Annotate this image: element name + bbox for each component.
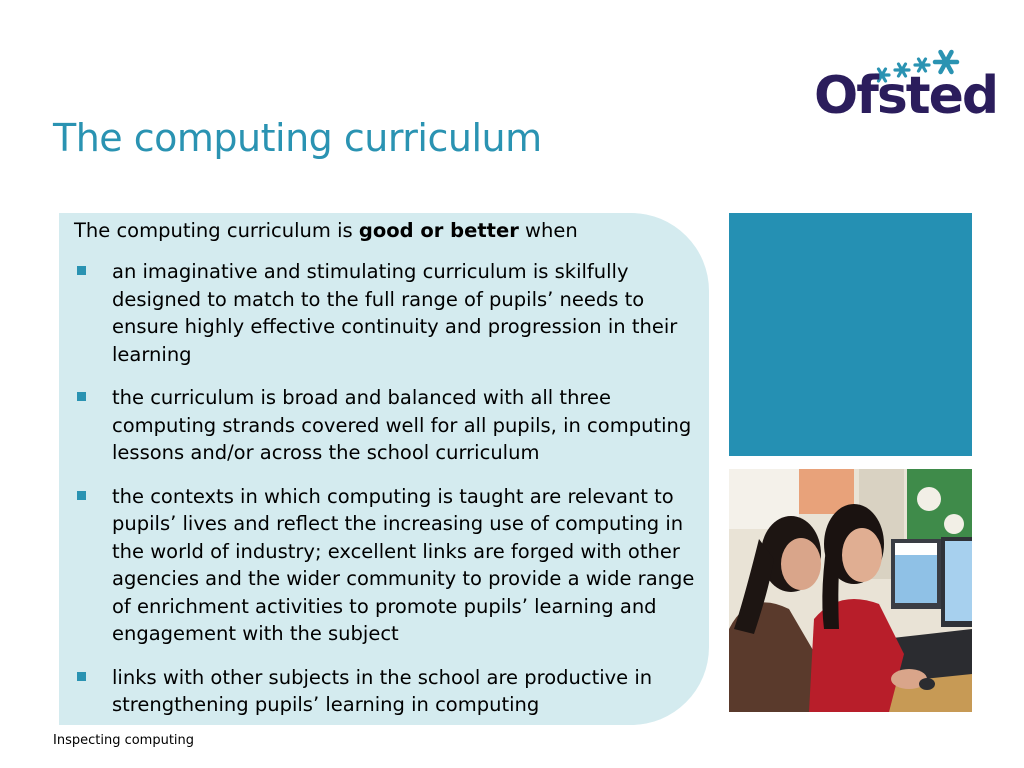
students-at-computer-photo [729, 469, 972, 712]
list-item-text: the contexts in which computing is taught are relevant to pupils’ lives and reflect the increasing use of computing in the world of industry; excellent links are forged with other agencies and the wider community to provide a wide range of enrichment activities to promote pupils’ learning and engagement with the subject [112, 484, 695, 645]
intro-prefix: The computing curriculum is [74, 219, 359, 242]
square-bullet-icon [77, 491, 86, 500]
list-item [74, 384, 699, 467]
photo-illustration [729, 469, 972, 712]
logo-wordmark: Ofsted [814, 66, 998, 126]
intro-suffix: when [518, 219, 578, 242]
ofsted-logo [812, 48, 998, 132]
list-item-text: an imaginative and stimulating curriculum is skilfully designed to match to the full range of pupils’ needs to ensure highly effective continuity and progression in their learning [112, 260, 678, 366]
list-item-text: links with other subjects in the school are productive in strengthening pupils’ learning in computing [112, 665, 653, 716]
intro-text [74, 217, 699, 244]
list-item [74, 664, 699, 719]
accent-square [729, 213, 972, 456]
list-item [74, 258, 699, 368]
square-bullet-icon [77, 392, 86, 401]
list-item [74, 483, 699, 648]
square-bullet-icon [77, 672, 86, 681]
intro-bold: good or better [358, 219, 519, 242]
page-title: The computing curriculum [53, 116, 542, 160]
footer-text: Inspecting computing [53, 733, 195, 748]
criteria-list [74, 258, 699, 719]
list-item-text: the curriculum is broad and balanced with all three computing strands covered well for all pupils, in computing lessons and/or across the school curriculum [112, 386, 692, 464]
square-bullet-icon [77, 266, 86, 275]
content-panel [59, 213, 709, 725]
